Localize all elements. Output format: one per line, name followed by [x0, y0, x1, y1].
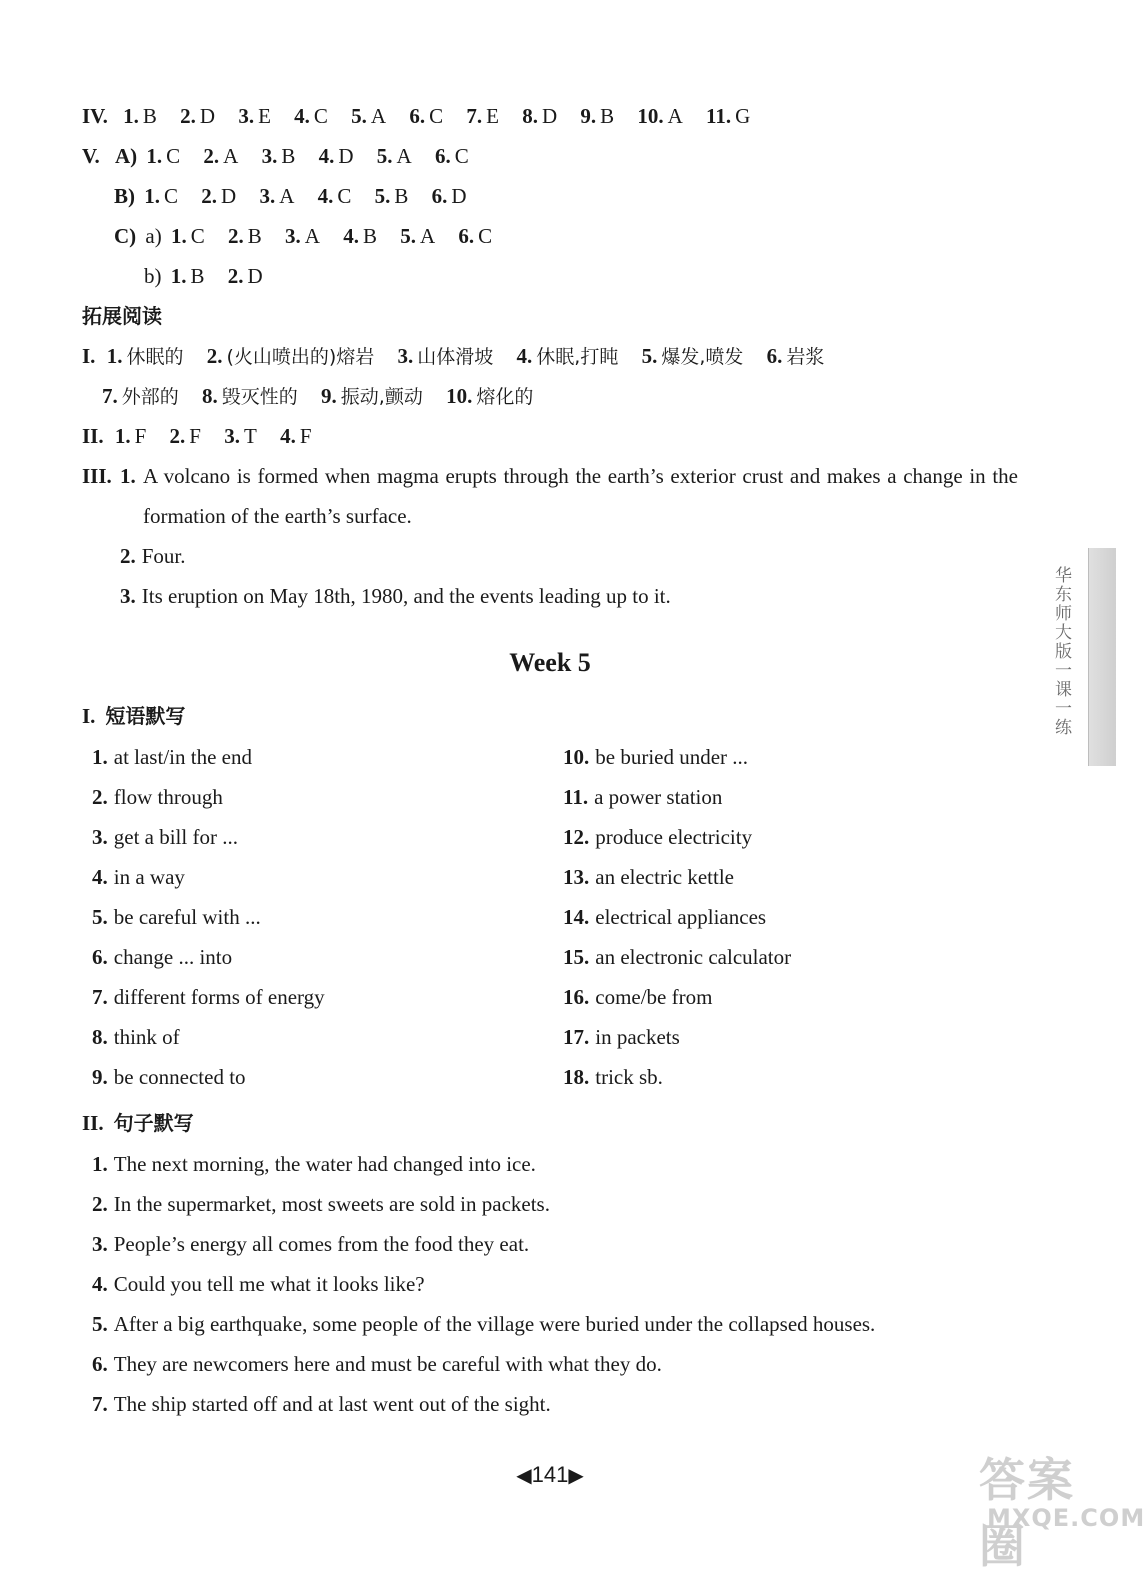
phrase-item: 10. be buried under ...: [563, 745, 749, 769]
answer-item: 11. G: [706, 104, 751, 128]
section-label-v: V.: [82, 144, 100, 168]
phrase-item: 3. get a bill for ...: [92, 825, 238, 849]
answer-item: 10. A: [637, 104, 683, 128]
sub-label-c-a: a): [145, 224, 162, 248]
answer-item: 1. B: [170, 264, 205, 288]
left-triangle-icon: ◀: [516, 1465, 532, 1487]
answer-item: 3. E: [238, 104, 271, 128]
answer-item: 9. B: [580, 104, 615, 128]
answer-item: 2. A: [203, 144, 239, 168]
answer-item: 8. 毁灭性的: [202, 384, 298, 408]
answer-item: 1. C: [146, 144, 181, 168]
answer-item: 5. A: [400, 224, 436, 248]
answer-item: 5. A: [376, 144, 412, 168]
answer-item: 3. T: [224, 424, 257, 448]
phrase-item: 8. think of: [92, 1025, 180, 1049]
answer-item: 6. 岩浆: [766, 344, 825, 368]
extended-ii-row: [82, 423, 330, 449]
answer-item: 1. 休眠的: [106, 344, 184, 368]
phrase-item: 9. be connected to: [92, 1065, 246, 1089]
sub-label-c: C): [114, 224, 137, 248]
phrase-item: 11. a power station: [563, 785, 723, 809]
phrases-heading: I. 短语默写: [82, 704, 186, 728]
phrase-item: 18. trick sb.: [563, 1065, 663, 1089]
answer-item: 6. C: [434, 144, 469, 168]
answer-item: 2. Four.: [120, 544, 186, 568]
answer-item: 2. (火山喷出的)熔岩: [206, 344, 375, 368]
answer-item: 3. Its eruption on May 18th, 1980, and the events leading up to it.: [120, 584, 671, 608]
sentence-item: 2. In the supermarket, most sweets are sold in packets.: [92, 1192, 550, 1216]
answer-item: 3. A: [285, 224, 320, 248]
answer-number: 1.: [120, 464, 136, 488]
sentence-item: 7. The ship started off and at last went out of the sight.: [92, 1392, 551, 1416]
sentence-item: 3. People’s energy all comes from the food they eat.: [92, 1232, 530, 1256]
answer-item: 4. F: [280, 424, 312, 448]
answers-v-c-b-row: [144, 263, 281, 289]
answer-item: 7. 外部的: [102, 384, 179, 408]
section-label-iii: III.: [82, 464, 112, 488]
phrase-item: 15. an electronic calculator: [563, 945, 792, 969]
phrase-item: 2. flow through: [92, 785, 223, 809]
answer-item: 6. D: [431, 184, 467, 208]
answer-item: 3. 山体滑坡: [397, 344, 494, 368]
sentence-item: 6. They are newcomers here and must be careful with what they do.: [92, 1352, 662, 1376]
extended-i-row2: [102, 383, 551, 410]
answer-item: 10. 熔化的: [446, 384, 534, 408]
answer-item: 7. E: [466, 104, 499, 128]
sub-label-b: B): [114, 184, 135, 208]
answer-item: 5. 爆发,喷发: [641, 344, 744, 368]
extended-reading-heading: 拓展阅读: [82, 304, 162, 328]
answer-item: 8. D: [522, 104, 558, 128]
sentence-item: 1. The next morning, the water had changed into ice.: [92, 1152, 536, 1176]
answer-item: 4. B: [343, 224, 377, 248]
phrase-item: 12. produce electricity: [563, 825, 753, 849]
phrase-item: 7. different forms of energy: [92, 985, 325, 1009]
answer-item: 1. C: [171, 224, 205, 248]
answer-item: 5. A: [351, 104, 387, 128]
answer-item: 6. C: [409, 104, 444, 128]
extended-i-row1: [82, 343, 842, 370]
answers-v-a-row: [82, 143, 487, 169]
answer-item: 2. D: [227, 264, 263, 288]
answers-iv-row: [82, 103, 768, 129]
answer-item: 4. D: [318, 144, 354, 168]
section-label-ii: II.: [82, 424, 104, 448]
answer-item: 4. C: [294, 104, 328, 128]
phrase-item: 14. electrical appliances: [563, 905, 767, 929]
answer-item: 2. F: [169, 424, 201, 448]
answer-item: 2. B: [228, 224, 262, 248]
phrase-item: 4. in a way: [92, 865, 185, 889]
side-tab-label: 华东师大版一课一练: [1051, 566, 1071, 737]
phrase-item: 13. an electric kettle: [563, 865, 734, 889]
answer-item: 4. C: [317, 184, 352, 208]
answer-item: 2. D: [201, 184, 237, 208]
phrase-item: 1. at last/in the end: [92, 745, 252, 769]
watermark-text: 答案圈: [979, 1453, 1075, 1573]
week-title: Week 5: [509, 648, 591, 677]
watermark-url: MXQE.COM: [987, 1504, 1145, 1532]
sentences-heading: II. 句子默写: [82, 1111, 194, 1135]
answer-item: 1. C: [144, 184, 179, 208]
answers-v-b-row: [114, 183, 485, 209]
section-label-iv: IV.: [82, 104, 108, 128]
answer-item: 2. D: [180, 104, 216, 128]
side-tab: [1088, 548, 1116, 766]
sub-label-a: A): [114, 144, 138, 168]
answer-item: 3. A: [259, 184, 295, 208]
phrase-item: 5. be careful with ...: [92, 905, 261, 929]
answer-item: 3. B: [261, 144, 296, 168]
answers-v-c-a-row: [114, 223, 510, 249]
sentence-item: 5. After a big earthquake, some people of the village were buried under the collapsed houses.: [92, 1312, 876, 1336]
sub-label-c-b: b): [144, 264, 162, 288]
answer-text: A volcano is formed when magma erupts through the earth’s exterior crust and makes a change in the formation of the earth’s surface.: [143, 464, 1018, 528]
page-number: ◀141▶: [516, 1462, 584, 1487]
answer-list-iv: [123, 104, 768, 128]
answer-item: 1. B: [123, 104, 157, 128]
right-triangle-icon: ▶: [568, 1465, 584, 1487]
answer-item: 6. C: [458, 224, 493, 248]
phrase-item: 17. in packets: [563, 1025, 680, 1049]
sentence-item: 4. Could you tell me what it looks like?: [92, 1272, 425, 1296]
section-label-i: I.: [82, 344, 96, 368]
watermark-logo: [975, 1438, 1145, 1573]
phrase-item: 6. change ... into: [92, 945, 233, 969]
answer-item: 5. B: [374, 184, 409, 208]
answer-item: 4. 休眠,打盹: [516, 344, 619, 368]
phrase-item: 16. come/be from: [563, 985, 713, 1009]
answer-item: 9. 振动,颤动: [321, 384, 423, 408]
answer-item: 1. F: [114, 424, 147, 448]
